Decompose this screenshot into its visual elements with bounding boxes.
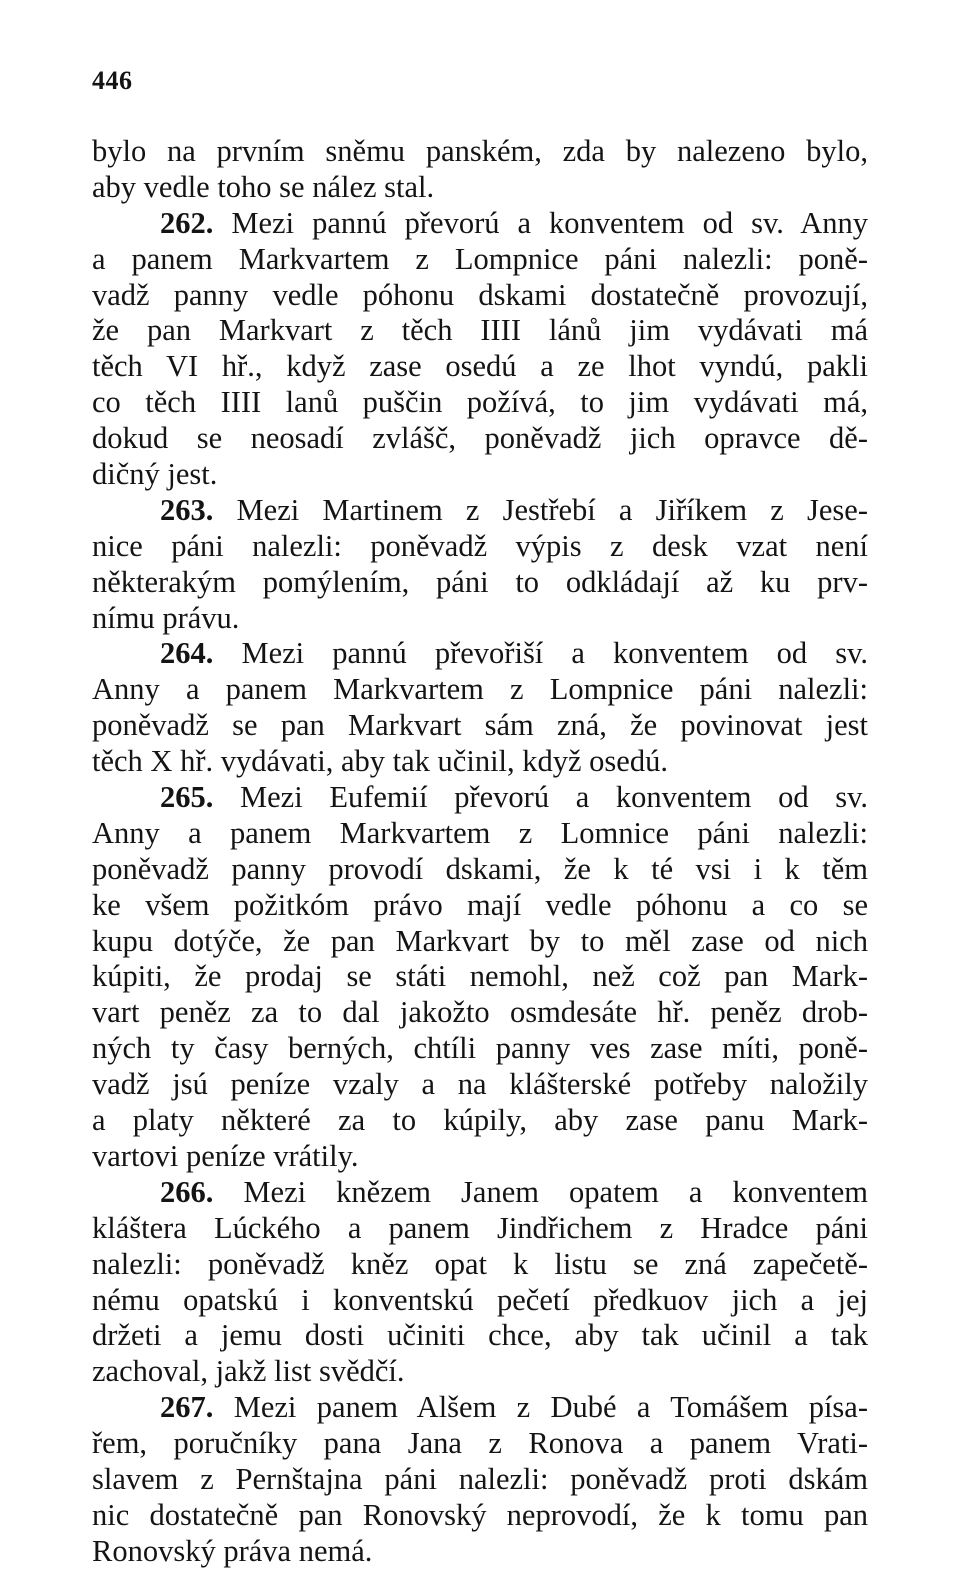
text-line xyxy=(92,278,868,314)
line-text: vadž jsú peníze vzaly a na klášterské potřeby naložily xyxy=(92,1067,868,1102)
line-text: Ronovský práva nemá. xyxy=(92,1533,373,1568)
text-line xyxy=(92,1139,868,1175)
section-number: 262. xyxy=(160,205,214,240)
line-text: Anny a panem Markvartem z Lomnice páni nalezli: xyxy=(92,815,868,850)
text-line xyxy=(92,852,868,888)
line-text: nému opatskú i konventskú pečetí předkuov jich a jej xyxy=(92,1282,868,1317)
text-line xyxy=(92,959,868,995)
text-line xyxy=(92,1283,868,1319)
text-line xyxy=(92,1426,868,1462)
line-text: nice páni nalezli: poněvadž výpis z desk vzat není xyxy=(92,528,868,563)
line-text: poněvadž se pan Markvart sám zná, že povinovat jest xyxy=(92,708,868,743)
line-text: poněvadž panny provodí dskami, že k té vsi i k těm xyxy=(92,851,868,886)
text-line xyxy=(92,924,868,960)
line-text: těch VI hř., když zase osedú a ze lhot vyndú, pakli xyxy=(92,349,868,384)
text-line xyxy=(92,385,868,421)
line-text: nalezli: poněvadž kněz opat k listu se zná zapečetě- xyxy=(92,1246,868,1281)
line-text: Mezi pannú převořiší a konventem od sv. xyxy=(213,636,868,671)
paragraph-first-line xyxy=(92,780,868,816)
line-text: že pan Markvart z těch IIII lánů jim vydávati má xyxy=(92,313,868,348)
line-text: těch X hř. vydávati, aby tak učinil, když osedú. xyxy=(92,744,668,779)
text-line xyxy=(92,565,868,601)
section-number: 264. xyxy=(160,636,214,671)
line-text: vart peněz za to dal jakožto osmdesáte hř. peněz drob- xyxy=(92,995,868,1030)
line-text: dičný jest. xyxy=(92,457,218,492)
text-line xyxy=(92,672,868,708)
text-line xyxy=(92,1534,868,1570)
text-line xyxy=(92,1103,868,1139)
text-line xyxy=(92,1067,868,1103)
line-text: řem, poručníky pana Jana z Ronova a panem Vrati- xyxy=(92,1426,868,1461)
page-number: 446 xyxy=(92,66,133,95)
line-text: vadž panny vedle póhonu dskami dostatečně provozují, xyxy=(92,277,868,312)
text-line xyxy=(92,313,868,349)
paragraph-first-line xyxy=(92,206,868,242)
line-text: Mezi Martinem z Jestřebí a Jiříkem z Jese- xyxy=(213,492,868,527)
text-line xyxy=(92,888,868,924)
text-line xyxy=(92,1462,868,1498)
line-text: slavem z Pernštajna páni nalezli: poněvadž proti dskám xyxy=(92,1461,868,1496)
text-line xyxy=(92,134,868,170)
line-text: některakým pomýlením, páni to odkládají až ku prv- xyxy=(92,564,868,599)
paragraph-first-line xyxy=(92,1175,868,1211)
line-text: dokud se neosadí zvlášč, poněvadž jich opravce dě- xyxy=(92,421,868,456)
text-line xyxy=(92,457,868,493)
text-line xyxy=(92,1498,868,1534)
text-line xyxy=(92,349,868,385)
text-line xyxy=(92,816,868,852)
line-text: a platy některé za to kúpily, aby zase panu Mark- xyxy=(92,1103,868,1138)
line-text: aby vedle toho se nález stal. xyxy=(92,169,435,204)
line-text: zachoval, jakž list svědčí. xyxy=(92,1354,405,1389)
text-line xyxy=(92,170,868,206)
line-text: Mezi pannú převorú a konventem od sv. Anny xyxy=(213,205,868,240)
section-number: 266. xyxy=(160,1174,214,1209)
text-line xyxy=(92,1247,868,1283)
text-line xyxy=(92,995,868,1031)
line-text: kupu dotýče, že pan Markvart by to měl zase od nich xyxy=(92,923,868,958)
text-line xyxy=(92,601,868,637)
line-text: co těch IIII lanů puščin požívá, to jim vydávati má, xyxy=(92,385,868,420)
line-text: vartovi peníze vrátily. xyxy=(92,1138,359,1173)
text-line xyxy=(92,1354,868,1390)
text-line xyxy=(92,1211,868,1247)
text-line xyxy=(92,1031,868,1067)
paragraph-first-line xyxy=(92,493,868,529)
line-text: Mezi Eufemií převorú a konventem od sv. xyxy=(213,780,868,815)
text-line xyxy=(92,708,868,744)
body-text xyxy=(92,134,868,1570)
paragraph-first-line xyxy=(92,1390,868,1426)
section-number: 267. xyxy=(160,1390,214,1425)
text-line xyxy=(92,242,868,278)
line-text: kúpiti, že prodaj se státi nemohl, než což pan Mark- xyxy=(92,959,868,994)
text-line xyxy=(92,421,868,457)
text-line xyxy=(92,1318,868,1354)
line-text: kláštera Lúckého a panem Jindřichem z Hradce páni xyxy=(92,1210,868,1245)
line-text: Anny a panem Markvartem z Lompnice páni nalezli: xyxy=(92,672,868,707)
line-text: bylo na prvním sněmu panském, zda by nalezeno bylo, xyxy=(92,134,868,168)
text-line xyxy=(92,744,868,780)
text-line xyxy=(92,529,868,565)
line-text: nic dostatečně pan Ronovský neprovodí, že k tomu pan xyxy=(92,1497,868,1532)
section-number: 265. xyxy=(160,780,214,815)
line-text: Mezi knězem Janem opatem a konventem xyxy=(213,1174,868,1209)
line-text: nímu právu. xyxy=(92,600,240,635)
paragraph-first-line xyxy=(92,636,868,672)
line-text: držeti a jemu dosti učiniti chce, aby tak učinil a tak xyxy=(92,1318,868,1353)
line-text: ných ty časy berných, chtíli panny ves zase míti, poně- xyxy=(92,1031,868,1066)
section-number: 263. xyxy=(160,492,214,527)
line-text: a panem Markvartem z Lompnice páni nalezli: poně- xyxy=(92,241,868,276)
line-text: ke všem požitkóm právo mají vedle póhonu a co se xyxy=(92,887,868,922)
line-text: Mezi panem Alšem z Dubé a Tomášem písa- xyxy=(213,1390,868,1425)
